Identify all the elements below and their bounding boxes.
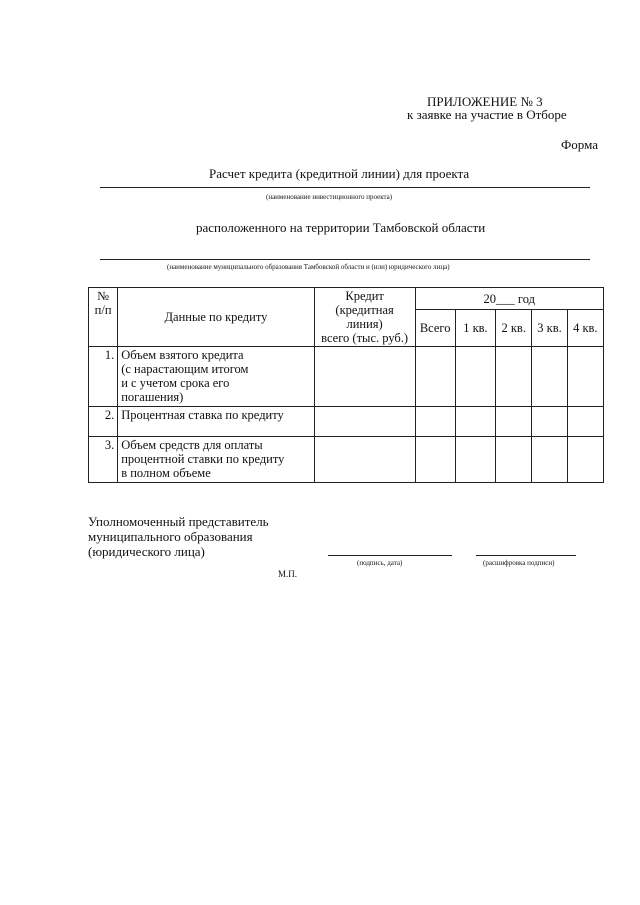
project-name-hint: (наименование инвестиционного проекта) <box>266 193 393 201</box>
cell <box>532 407 567 437</box>
header-col-q2: 2 кв. <box>496 310 532 347</box>
cell <box>314 347 415 407</box>
cell <box>567 407 603 437</box>
cell <box>314 437 415 483</box>
header-col-q1: 1 кв. <box>455 310 495 347</box>
header-year: 20___ год <box>415 288 604 310</box>
cell <box>455 347 495 407</box>
document-title: Расчет кредита (кредитной линии) для проекта <box>209 166 470 181</box>
municipality-hint: (наименование муниципального образования Тамбовской области и (или) юридического лица) <box>167 263 450 271</box>
row-label: Процентная ставка по кредиту <box>118 407 315 437</box>
cell <box>415 437 455 483</box>
cell <box>415 407 455 437</box>
row-num: 1. <box>89 347 118 407</box>
row-num: 2. <box>89 407 118 437</box>
credit-table <box>88 287 604 483</box>
stamp-label: М.П. <box>278 569 298 579</box>
cell <box>455 437 495 483</box>
cell <box>567 437 603 483</box>
cell <box>314 407 415 437</box>
cell <box>496 407 532 437</box>
table-row <box>89 407 604 437</box>
header-col-q4: 4 кв. <box>567 310 603 347</box>
row-label: Объем средств для оплаты процентной ставки по кредиту в полном объеме <box>118 437 315 483</box>
header-col-total: Всего <box>415 310 455 347</box>
location-text: расположенного на территории Тамбовской области <box>196 220 486 235</box>
representative-label: Уполномоченный представитель муниципального образования (юридического лица) <box>88 514 269 559</box>
form-label: Форма <box>561 137 598 152</box>
cell <box>532 437 567 483</box>
signature-line <box>328 555 452 556</box>
row-label: Объем взятого кредита (с нарастающим итогом и с учетом срока его погашения) <box>118 347 315 407</box>
municipality-line <box>100 259 590 260</box>
cell <box>496 437 532 483</box>
table-row <box>89 437 604 483</box>
project-name-line <box>100 187 590 188</box>
row-num: 3. <box>89 437 118 483</box>
appendix-subtitle: к заявке на участие в Отборе <box>407 107 567 122</box>
header-credit: Кредит (кредитная линия) всего (тыс. руб.) <box>314 288 415 347</box>
cell <box>496 347 532 407</box>
header-data: Данные по кредиту <box>118 288 315 347</box>
cell <box>567 347 603 407</box>
header-num: № п/п <box>89 288 118 347</box>
cell <box>455 407 495 437</box>
header-col-q3: 3 кв. <box>532 310 567 347</box>
signature-hint: (подпись, дата) <box>357 559 403 567</box>
cell <box>415 347 455 407</box>
decode-hint: (расшифровка подписи) <box>483 559 555 567</box>
appendix-title: ПРИЛОЖЕНИЕ № 3 <box>427 94 543 109</box>
decode-line <box>476 555 576 556</box>
cell <box>532 347 567 407</box>
table-row <box>89 347 604 407</box>
